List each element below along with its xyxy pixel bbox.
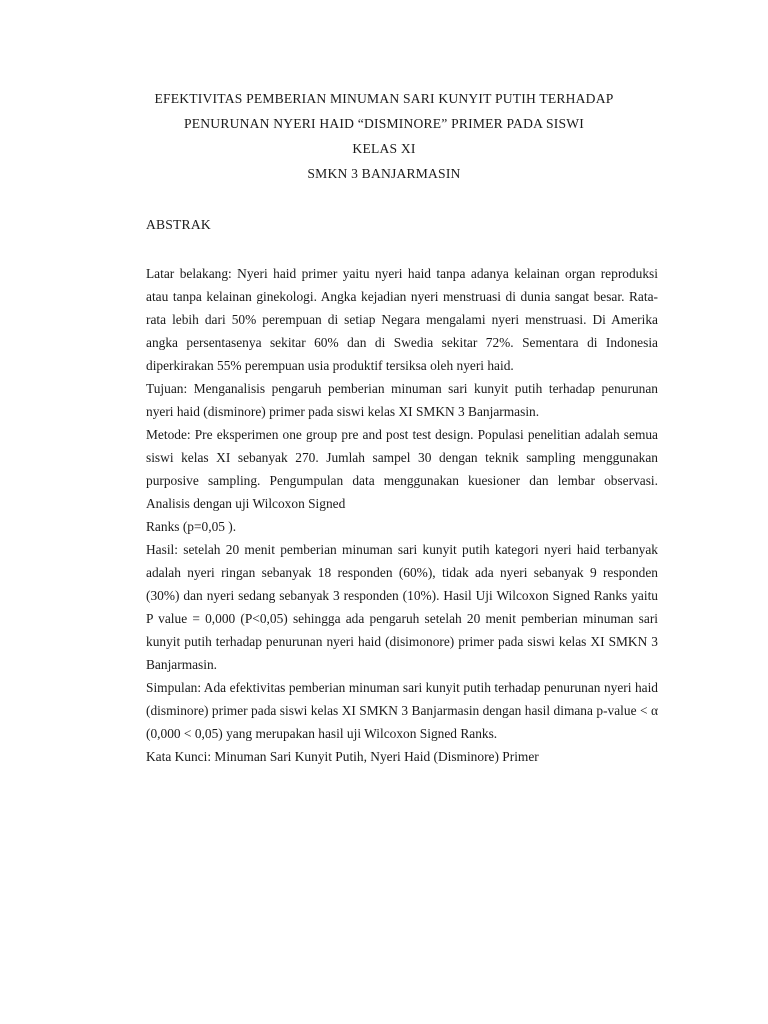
document-title <box>110 86 658 186</box>
title-line-1: EFEKTIVITAS PEMBERIAN MINUMAN SARI KUNYIT PUTIH TERHADAP <box>154 91 614 106</box>
abstract-body <box>146 262 658 768</box>
paragraph-simpulan: Simpulan: Ada efektivitas pemberian minuman sari kunyit putih terhadap penurunan nyeri haid (disminore) primer pada siswi kelas XI SMKN 3 Banjarmasin dengan hasil dimana p-value < α (0,000 < 0,05) yang merupakan hasil uji Wilcoxon Signed Ranks. <box>146 680 658 741</box>
paragraph-ranks: Ranks (p=0,05 ). <box>146 519 237 534</box>
title-line-2: PENURUNAN NYERI HAID “DISMINORE” PRIMER PADA SISWI <box>184 116 584 131</box>
paragraph-tujuan: Tujuan: Menganalisis pengaruh pemberian minuman sari kunyit putih terhadap penurunan nyeri haid (disminore) primer pada siswi kelas XI SMKN 3 Banjarmasin. <box>146 381 658 419</box>
paragraph-latar-belakang: Latar belakang: Nyeri haid primer yaitu nyeri haid tanpa adanya kelainan organ reproduksi atau tanpa kelainan ginekologi. Angka kejadian nyeri menstruasi di dunia sangat besar. Rata-rata lebih dari 50% perempuan di setiap Negara mengalami nyeri menstruasi. Di Amerika angka persentasenya sekitar 60% dan di Swedia sekitar 72%. Sementara di Indonesia diperkirakan 55% perempuan usia produktif tersiksa oleh nyeri haid. <box>146 266 658 373</box>
title-line-3: KELAS XI <box>352 141 416 156</box>
title-line-4: SMKN 3 BANJARMASIN <box>307 166 461 181</box>
paragraph-kata-kunci: Kata Kunci: Minuman Sari Kunyit Putih, Nyeri Haid (Disminore) Primer <box>146 749 539 764</box>
paragraph-hasil: Hasil: setelah 20 menit pemberian minuman sari kunyit putih kategori nyeri haid terbanyak adalah nyeri ringan sebanyak 18 responden (60%), tidak ada nyeri sebanyak 9 responden (30%) dan nyeri sedang sebanyak 3 responden (10%). Hasil Uji Wilcoxon Signed Ranks yaitu P value = 0,000 (P<0,05) sehingga ada pengaruh setelah 20 menit pemberian minuman sari kunyit putih terhadap penurunan nyeri haid (disimonore) primer pada siswi kelas XI SMKN 3 Banjarmasin. <box>146 542 658 672</box>
paragraph-metode: Metode: Pre eksperimen one group pre and post test design. Populasi penelitian adalah semua siswi kelas XI sebanyak 270. Jumlah sampel 30 dengan teknik sampling menggunakan purposive sampling. Pengumpulan data menggunakan kuesioner dan lembar observasi. Analisis dengan uji Wilcoxon Signed <box>146 427 658 511</box>
abstract-heading: ABSTRAK <box>146 217 211 232</box>
